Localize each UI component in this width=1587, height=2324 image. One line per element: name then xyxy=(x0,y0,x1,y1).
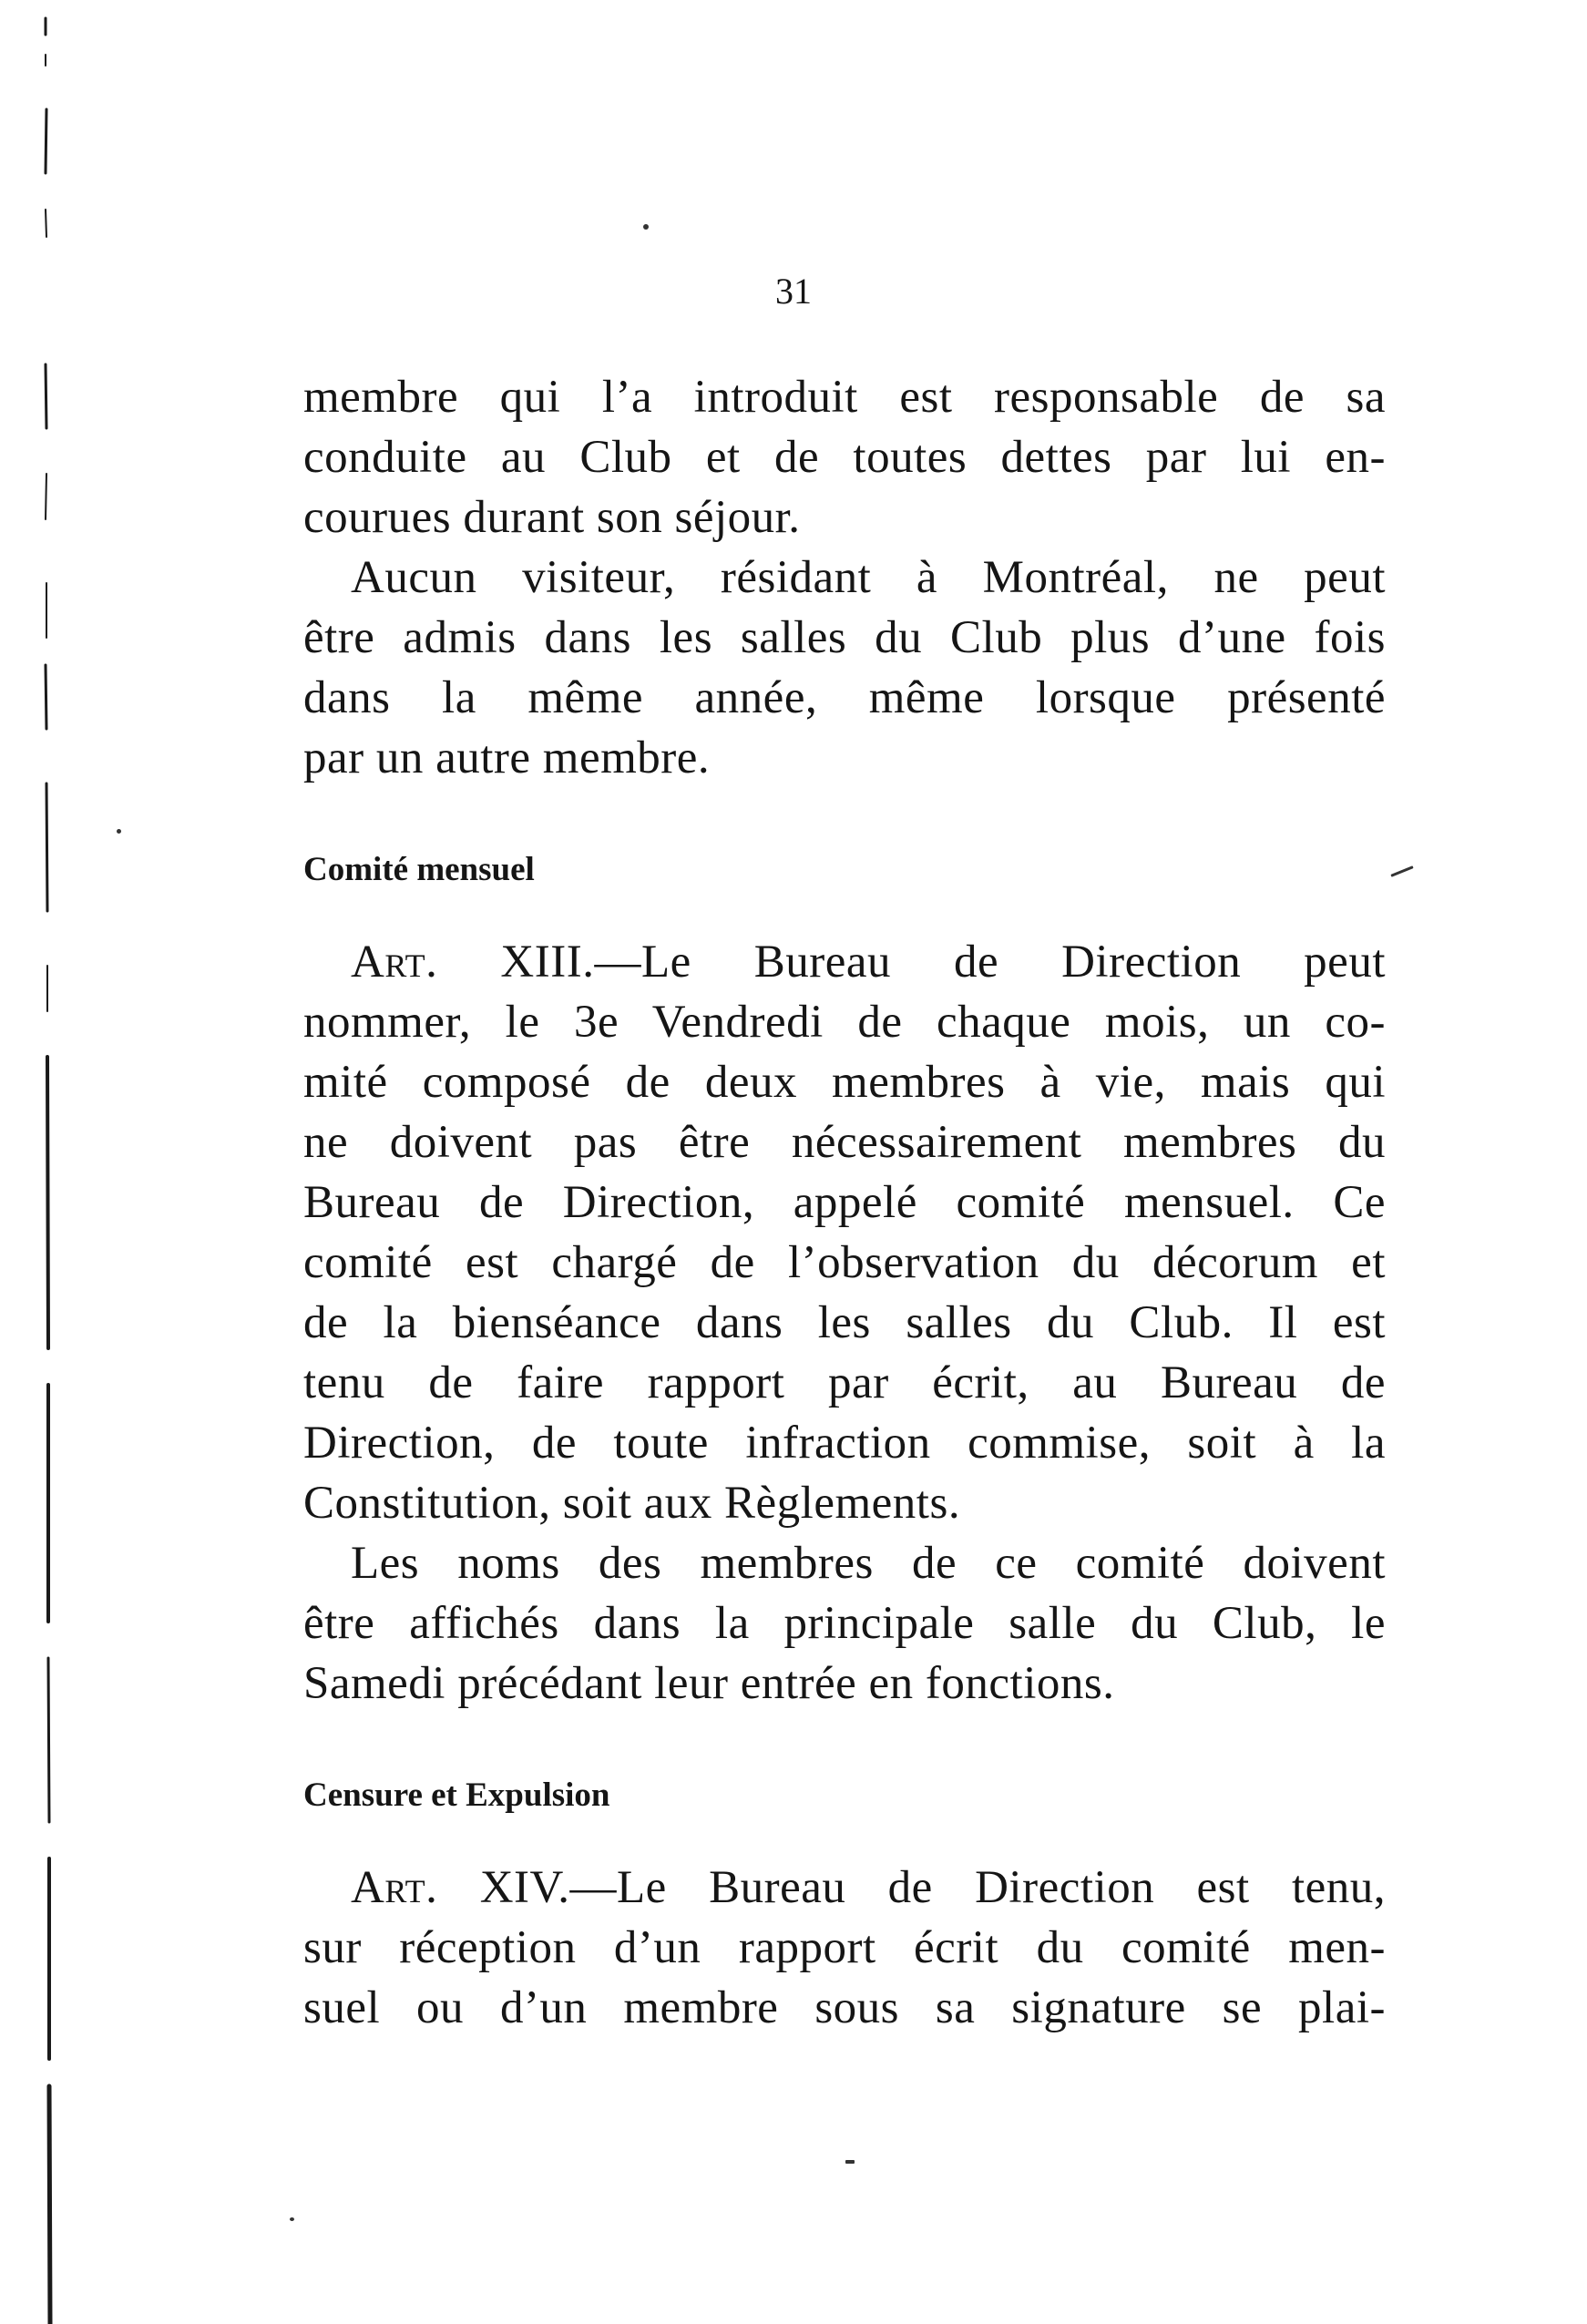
article-label: Art. xyxy=(351,1862,438,1913)
text-line: suel ou d’un membre sous sa signature se plai- xyxy=(303,1982,1386,2033)
scan-speck xyxy=(290,2217,294,2221)
text-line: de la bienséance dans les salles du Club. Il est xyxy=(303,1297,1386,1348)
body-text xyxy=(303,367,1386,2038)
text-line: ne doivent pas être nécessairement membres du xyxy=(303,1117,1386,1168)
text-line: Samedi précédant leur entrée en fonctions. xyxy=(303,1658,1115,1709)
text-line: sur réception d’un rapport écrit du comité men- xyxy=(303,1922,1386,1973)
text-line: dans la même année, même lorsque présenté xyxy=(303,672,1386,723)
article-text: XIV.—Le Bureau de Direction est tenu, xyxy=(437,1862,1386,1913)
section-heading: Censure et Expulsion xyxy=(303,1776,610,1814)
scan-speck xyxy=(845,2160,855,2164)
paragraph xyxy=(303,1533,1386,1714)
text-line: comité est chargé de l’observation du décorum et xyxy=(303,1237,1386,1288)
text-line: mité composé de deux membres à vie, mais qui xyxy=(303,1057,1386,1108)
article-paragraph xyxy=(303,932,1386,1533)
text-line: être affichés dans la principale salle du Club, le xyxy=(303,1598,1386,1649)
text-line: Direction, de toute infraction commise, soit à la xyxy=(303,1418,1386,1469)
scan-speck xyxy=(1390,865,1413,877)
text-line: tenu de faire rapport par écrit, au Bureau de xyxy=(303,1357,1386,1408)
text-line: nommer, le 3e Vendredi de chaque mois, un co- xyxy=(303,997,1386,1048)
page-number: 31 xyxy=(775,271,812,312)
section-heading: Comité mensuel xyxy=(303,851,535,888)
text-line: être admis dans les salles du Club plus d’une fois xyxy=(303,612,1386,663)
paragraph xyxy=(303,548,1386,788)
article-text: XIII.—Le Bureau de Direction peut xyxy=(437,937,1386,988)
article-label: Art. xyxy=(351,937,438,988)
text-line: membre qui l’a introduit est responsable de sa xyxy=(303,372,1386,423)
paragraph xyxy=(303,367,1386,548)
text-line: courues durant son séjour. xyxy=(303,492,801,543)
text-line: par un autre membre. xyxy=(303,732,711,783)
text-line: conduite au Club et de toutes dettes par lui en- xyxy=(303,432,1386,483)
text-line: Constitution, soit aux Règlements. xyxy=(303,1478,961,1529)
text-line xyxy=(303,1858,1386,1918)
scan-speck xyxy=(643,224,649,230)
article-paragraph xyxy=(303,1858,1386,2038)
text-line: Aucun visiteur, résidant à Montréal, ne peut xyxy=(351,552,1386,603)
text-line: Bureau de Direction, appelé comité mensuel. Ce xyxy=(303,1177,1386,1228)
scan-speck xyxy=(117,829,121,834)
text-line: Les noms des membres de ce comité doivent xyxy=(351,1538,1386,1589)
text-line xyxy=(303,932,1386,992)
binding-edge xyxy=(38,0,58,2324)
